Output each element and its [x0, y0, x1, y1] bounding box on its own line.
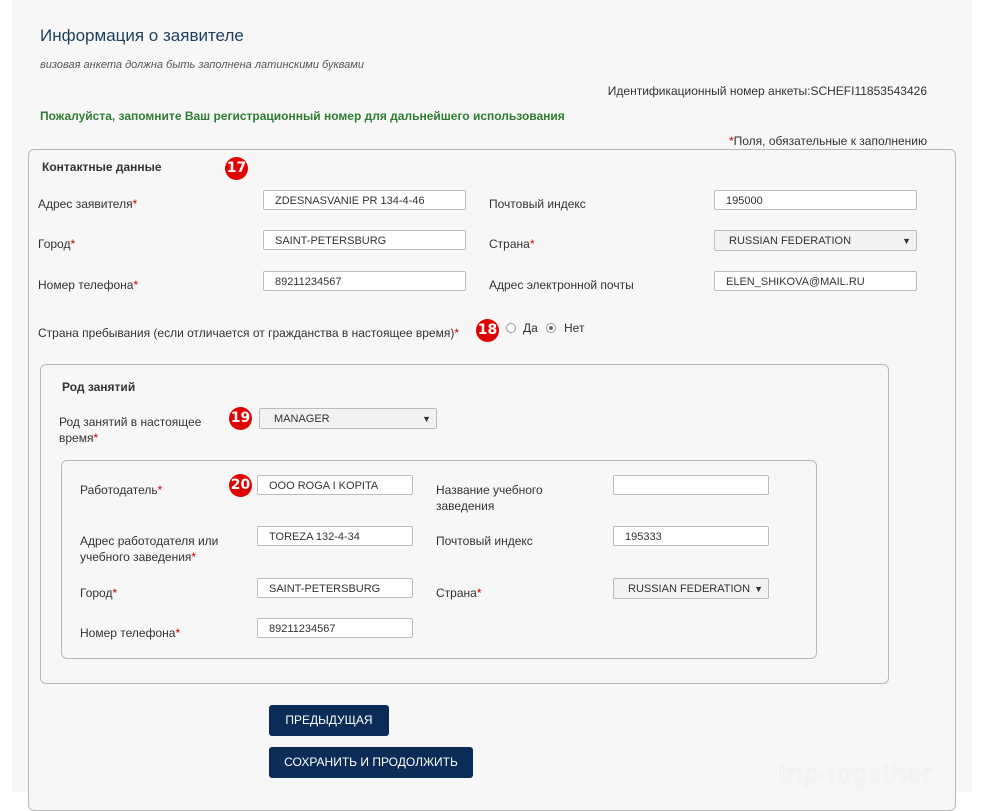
page	[12, 0, 972, 792]
employer-postcode-input[interactable]: 195333	[613, 526, 769, 546]
employer-city-label: Город*	[80, 586, 118, 600]
address-label: Адрес заявителя*	[38, 197, 138, 211]
residence-no-label: Нет	[564, 321, 585, 335]
current-occupation-label: Род занятий в настоящее время*	[59, 415, 202, 445]
city-input[interactable]: SAINT-PETERSBURG	[263, 230, 466, 250]
chevron-down-icon: ▼	[902, 236, 911, 246]
watermark: trip-together	[778, 758, 932, 788]
required-fields-note	[729, 134, 927, 148]
occupation-section	[40, 364, 889, 684]
save-continue-button[interactable]: СОХРАНИТЬ И ПРОДОЛЖИТЬ	[269, 747, 473, 778]
previous-button[interactable]: ПРЕДЫДУЩАЯ	[269, 705, 389, 736]
city-label: Город*	[38, 237, 76, 251]
country-label: Страна*	[489, 237, 535, 251]
employer-country-label: Страна*	[436, 586, 482, 600]
step-badge-19: 19	[229, 407, 252, 430]
school-name-input[interactable]	[613, 475, 769, 495]
required-note-text: Поля, обязательные к заполнению	[733, 134, 927, 148]
phone-input[interactable]: 89211234567	[263, 271, 466, 291]
step-badge-18: 18	[476, 319, 499, 342]
address-input[interactable]: ZDESNASVANIE PR 134-4-46	[263, 190, 466, 210]
employer-input[interactable]: OOO ROGA I KOPITA	[257, 475, 413, 495]
employer-city-input[interactable]: SAINT-PETERSBURG	[257, 578, 413, 598]
employer-address-input[interactable]: TOREZA 132-4-34	[257, 526, 413, 546]
employer-phone-label: Номер телефона*	[80, 626, 181, 640]
residence-yes-label: Да	[523, 321, 538, 335]
employer-address-label: Адрес работодателя или учебного заведения*	[80, 534, 219, 564]
required-mark: *	[728, 134, 734, 148]
email-input[interactable]: ELEN_SHIKOVA@MAIL.RU	[714, 271, 917, 291]
chevron-down-icon: ▼	[754, 584, 763, 594]
postcode-label: Почтовый индекс	[489, 197, 586, 211]
page-title: Информация о заявителе	[40, 26, 244, 45]
chevron-down-icon: ▼	[422, 414, 431, 424]
phone-label: Номер телефона*	[38, 278, 139, 292]
employer-postcode-label: Почтовый индекс	[436, 534, 533, 548]
country-select[interactable]: RUSSIAN FEDERATION ▼	[714, 230, 917, 251]
occupation-select[interactable]: MANAGER ▼	[259, 408, 437, 429]
employer-phone-input[interactable]: 89211234567	[257, 618, 413, 638]
email-label: Адрес электронной почты	[489, 278, 634, 292]
residence-yes-radio[interactable]	[506, 323, 516, 333]
occupation-legend: Род занятий	[62, 380, 136, 394]
contact-legend: Контактные данные	[42, 160, 162, 174]
step-badge-20: 20	[229, 474, 252, 497]
employer-label: Работодатель*	[80, 483, 163, 497]
page-subtitle: визовая анкета должна быть заполнена латинскими буквами	[40, 59, 364, 71]
step-badge-17: 17	[225, 157, 248, 180]
employer-country-select[interactable]: RUSSIAN FEDERATION ▼	[613, 578, 769, 599]
employer-section	[61, 460, 817, 659]
registration-notice: Пожалуйста, запомните Ваш регистрационный номер для дальнейшего использования	[40, 109, 565, 123]
school-name-label: Название учебного заведения	[436, 483, 543, 513]
contact-section	[28, 149, 956, 811]
application-id: Идентификационный номер анкеты:SCHEFI11853543426	[607, 84, 927, 98]
postcode-input[interactable]: 195000	[714, 190, 917, 210]
residence-no-radio[interactable]	[546, 323, 556, 333]
residence-label: Страна пребывания (если отличается от гражданства в настоящее время)*	[38, 326, 460, 340]
